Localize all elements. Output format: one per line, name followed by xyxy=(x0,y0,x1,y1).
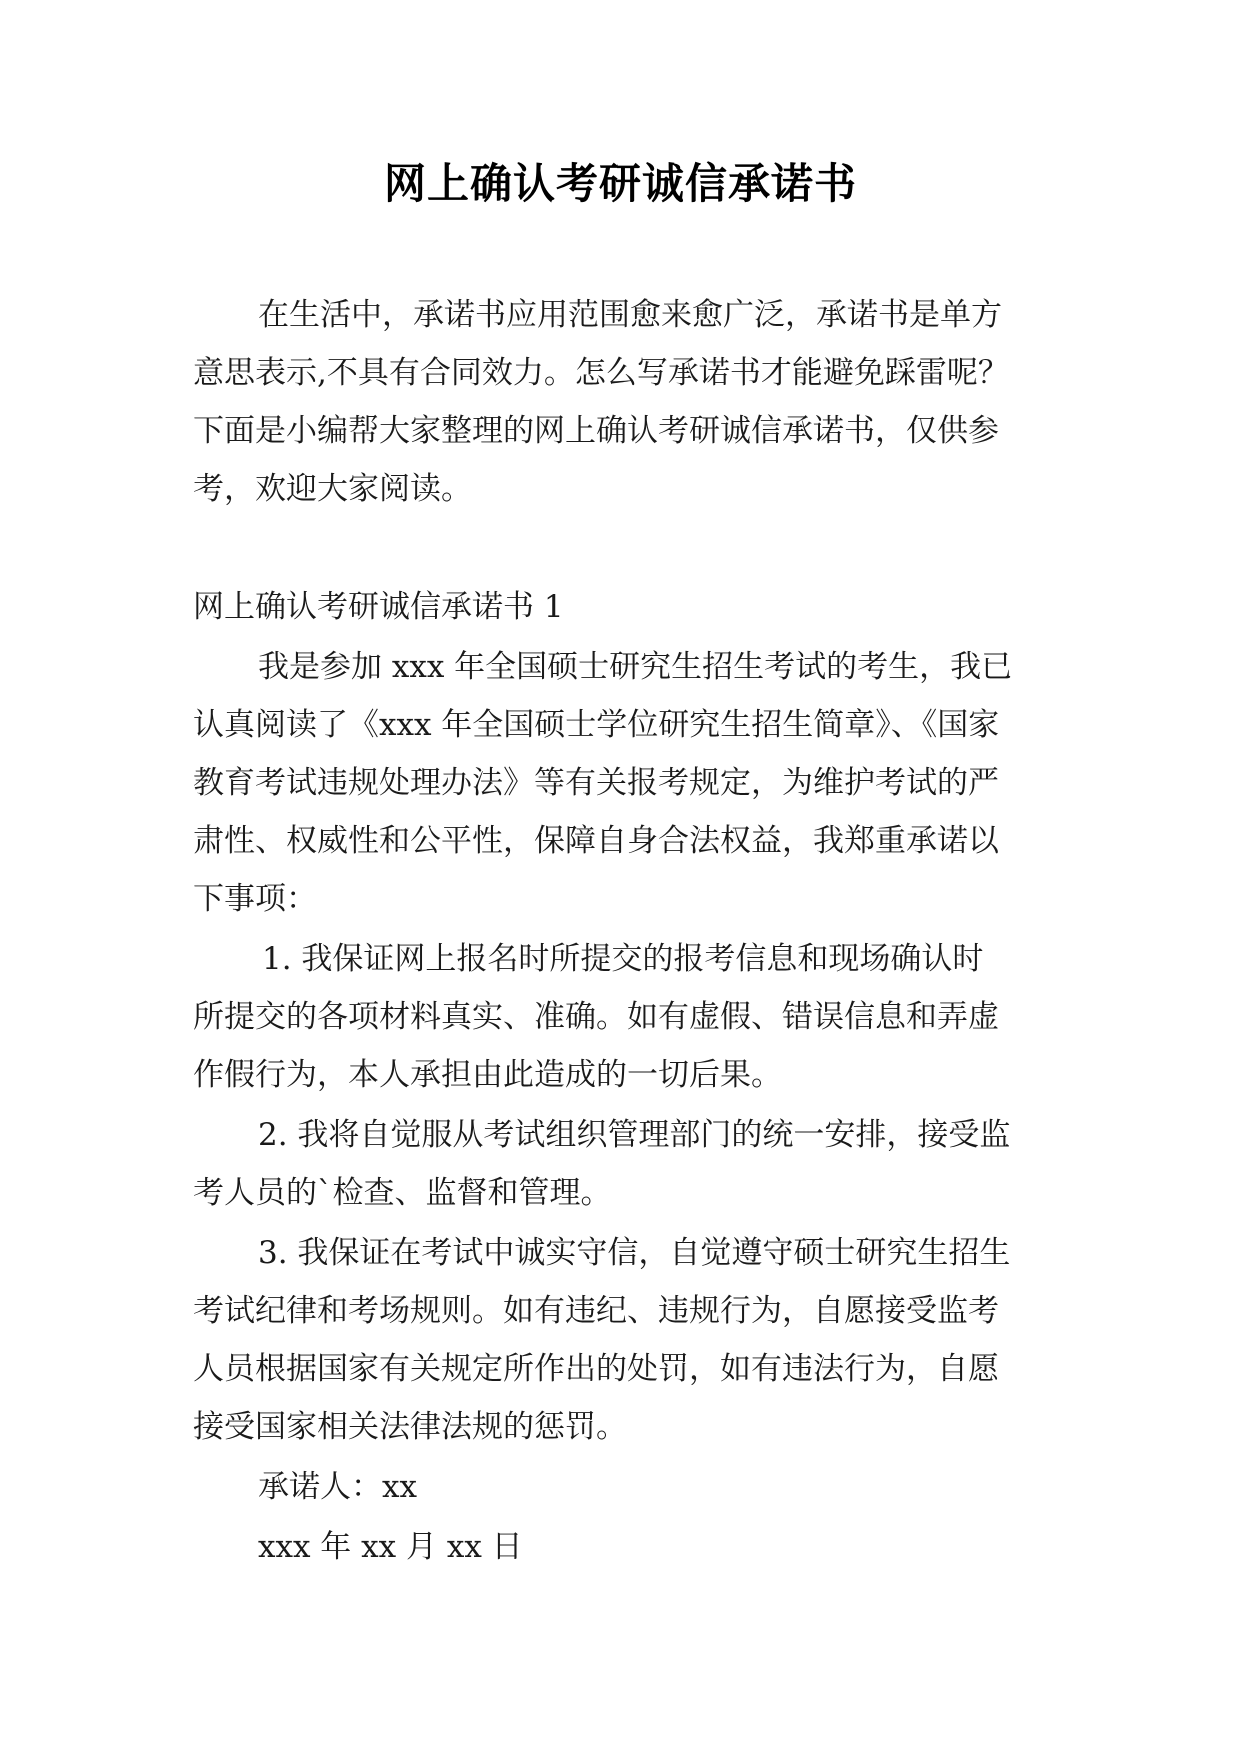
pledge-item-line: 1. 我保证网上报名时所提交的报考信息和现场确认时 xyxy=(262,941,984,977)
pledge-item-line: 3. 我保证在考试中诚实守信，自觉遵守硕士研究生招生 xyxy=(258,1235,1011,1271)
intro-line: 在生活中，承诺书应用范围愈来愈广泛，承诺书是单方 xyxy=(258,297,1002,333)
intro-line: 下面是小编帮大家整理的网上确认考研诚信承诺书，仅供参 xyxy=(193,413,999,449)
document-title: 网上确认考研诚信承诺书 xyxy=(383,159,857,208)
date-line: xxx 年 xx 月 xx 日 xyxy=(258,1529,523,1565)
pledge-line: 我是参加 xxx 年全国硕士研究生招生考试的考生，我已 xyxy=(258,649,1013,685)
pledge-item-line: 2. 我将自觉服从考试组织管理部门的统一安排，接受监 xyxy=(258,1117,1011,1153)
pledge-item-line: 作假行为，本人承担由此造成的一切后果。 xyxy=(193,1057,782,1093)
pledge-item-line: 接受国家相关法律法规的惩罚。 xyxy=(193,1409,627,1445)
pledge-item-line: 考试纪律和考场规则。如有违纪、违规行为，自愿接受监考 xyxy=(193,1293,999,1329)
pledge-line: 认真阅读了《xxx 年全国硕士学位研究生招生简章》、《国家 xyxy=(193,707,1000,743)
pledge-item-line: 所提交的各项材料真实、准确。如有虚假、错误信息和弄虚 xyxy=(193,999,999,1035)
pledge-item-line: 考人员的`检查、监督和管理。 xyxy=(193,1175,612,1211)
section-heading: 网上确认考研诚信承诺书 1 xyxy=(193,589,564,625)
pledge-line: 肃性、权威性和公平性，保障自身合法权益，我郑重承诺以 xyxy=(193,823,999,859)
intro-line: 考，欢迎大家阅读。 xyxy=(193,471,472,507)
pledge-item-line: 人员根据国家有关规定所作出的处罚，如有违法行为，自愿 xyxy=(193,1351,999,1387)
pledge-line: 下事项： xyxy=(193,881,317,917)
intro-line: 意思表示,不具有合同效力。怎么写承诺书才能避免踩雷呢？ xyxy=(193,355,1009,391)
pledge-line: 教育考试违规处理办法》等有关报考规定，为维护考试的严 xyxy=(193,765,999,801)
signature-line: 承诺人：xx xyxy=(258,1469,417,1505)
